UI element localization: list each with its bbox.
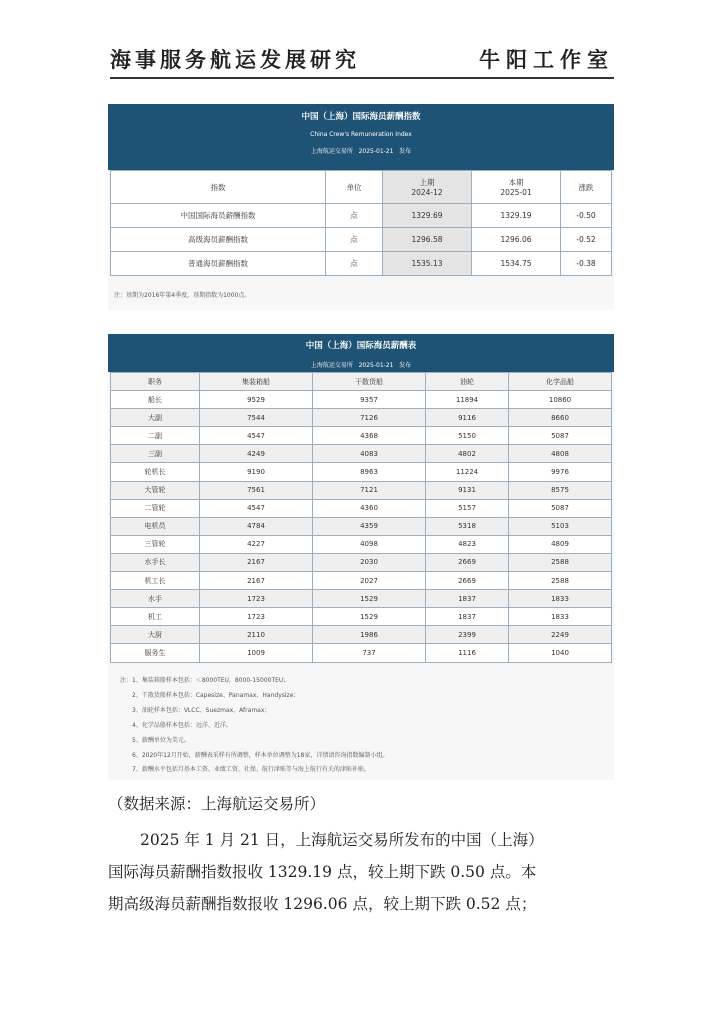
paragraph-line: 国际海员薪酬指数报收 1329.19 点，较上期下跌 0.50 点。本 <box>108 863 537 881</box>
table-row <box>111 499 612 517</box>
table-row <box>111 409 612 427</box>
table-row <box>111 391 612 409</box>
salary-cell: 5150 <box>426 427 509 445</box>
salary-cell: 9190 <box>200 463 313 481</box>
position-cell: 电机员 <box>111 517 200 535</box>
salary-cell: 1833 <box>509 608 612 626</box>
position-cell: 二副 <box>111 427 200 445</box>
salary-cell: 11224 <box>426 463 509 481</box>
salary-cell: 1723 <box>200 608 313 626</box>
position-cell: 三管轮 <box>111 535 200 553</box>
salary-cell: 1009 <box>200 644 313 662</box>
salary-cell: 4784 <box>200 517 313 535</box>
salary-cell: 8575 <box>509 481 612 499</box>
salary-cell: 4359 <box>313 517 426 535</box>
salary-cell: 4227 <box>200 535 313 553</box>
salary-cell: 4360 <box>313 499 426 517</box>
salary-table-header: 职务 集装箱船 干散货船 油轮 化学品船 <box>111 373 612 391</box>
position-cell: 水手 <box>111 590 200 608</box>
col-curr: 本期 2025-01 <box>472 171 561 204</box>
position-cell: 船长 <box>111 391 200 409</box>
table-row <box>111 644 612 662</box>
header-studio: 牛阳工作室 <box>479 47 614 72</box>
note-line: 注：1、集装箱船样本包括：＜8000TEU，8000-15000TEU； <box>120 677 290 684</box>
header-divider <box>110 77 614 79</box>
paragraph-line: 期高级海员薪酬指数报收 1296.06 点，较上期下跌 0.52 点； <box>108 895 537 913</box>
index-table-title: 中国（上海）国际海员薪酬指数 <box>301 112 421 122</box>
salary-cell: 2399 <box>426 626 509 644</box>
salary-cell: 1529 <box>313 608 426 626</box>
position-cell: 大副 <box>111 409 200 427</box>
position-cell: 二管轮 <box>111 499 200 517</box>
position-cell: 轮机长 <box>111 463 200 481</box>
table-row: 普通海员薪酬指数 点 1535.13 1534.75 -0.38 <box>111 252 612 276</box>
note-line: 6、2020年12月开始，薪酬表采样有所调整，样本单位调整为18家，详情请咨询指数编制小组。 <box>132 751 389 759</box>
salary-cell: 2669 <box>426 572 509 590</box>
position-cell: 服务生 <box>111 644 200 662</box>
table-row <box>111 553 612 571</box>
salary-cell: 2110 <box>200 626 313 644</box>
table-row <box>111 626 612 644</box>
note-line: 4、化学品船样本包括：远洋、近洋。 <box>132 721 232 729</box>
salary-cell: 1837 <box>426 590 509 608</box>
table-row <box>111 590 612 608</box>
salary-cell: 2588 <box>509 572 612 590</box>
publish-word: 发布 <box>399 362 412 369</box>
publish-date: 2025-01-21 <box>358 148 394 155</box>
salary-cell: 1837 <box>426 608 509 626</box>
salary-cell: 8963 <box>313 463 426 481</box>
position-cell: 三副 <box>111 445 200 463</box>
salary-cell: 9131 <box>426 481 509 499</box>
salary-cell: 2030 <box>313 553 426 571</box>
salary-table <box>110 372 612 663</box>
note-line: 2、干散货船样本包括：Capesize、Panamax、Handysize； <box>132 691 300 699</box>
col-index: 指数 <box>111 171 326 204</box>
salary-cell: 4823 <box>426 535 509 553</box>
salary-table-image <box>108 334 614 780</box>
header-title: 海事服务航运发展研究 <box>110 47 360 72</box>
table-row <box>111 463 612 481</box>
col-prev: 上期 2024-12 <box>383 171 472 204</box>
salary-cell: 7126 <box>313 409 426 427</box>
salary-cell: 4083 <box>313 445 426 463</box>
salary-cell: 4802 <box>426 445 509 463</box>
paragraph-line: 2025 年 1 月 21 日，上海航运交易所发布的中国（上海） <box>140 831 544 849</box>
salary-cell: 5157 <box>426 499 509 517</box>
table-row <box>111 572 612 590</box>
position-cell: 大管轮 <box>111 481 200 499</box>
note-line: 7、薪酬水平包括月基本工资、业绩工资、社保、航行津贴等与海上航行有关的津贴补贴。 <box>132 766 370 774</box>
data-source: （数据来源：上海航运交易所） <box>108 795 326 813</box>
position-cell: 机工 <box>111 608 200 626</box>
salary-cell: 9529 <box>200 391 313 409</box>
salary-table-title: 中国（上海）国际海员薪酬表 <box>305 341 417 351</box>
position-cell: 水手长 <box>111 553 200 571</box>
salary-cell: 4547 <box>200 427 313 445</box>
salary-cell: 1723 <box>200 590 313 608</box>
table-row <box>111 535 612 553</box>
publisher: 上海航运交易所 <box>310 362 353 369</box>
index-table-publish-line <box>108 146 614 155</box>
salary-cell: 4809 <box>509 535 612 553</box>
position-cell: 大厨 <box>111 626 200 644</box>
salary-cell: 2588 <box>509 553 612 571</box>
salary-cell: 5087 <box>509 427 612 445</box>
table-row <box>111 481 612 499</box>
salary-cell: 4098 <box>313 535 426 553</box>
salary-cell: 9357 <box>313 391 426 409</box>
table-row: 高级海员薪酬指数 点 1296.58 1296.06 -0.52 <box>111 228 612 252</box>
salary-cell: 4368 <box>313 427 426 445</box>
salary-cell: 1833 <box>509 590 612 608</box>
salary-cell: 2167 <box>200 572 313 590</box>
salary-cell: 2249 <box>509 626 612 644</box>
salary-cell: 2669 <box>426 553 509 571</box>
salary-cell: 4808 <box>509 445 612 463</box>
index-table-title-en: China Crew's Remuneration Index <box>310 131 412 138</box>
position-cell: 机工长 <box>111 572 200 590</box>
salary-cell: 1116 <box>426 644 509 662</box>
publish-date: 2025-01-21 <box>358 362 394 369</box>
salary-table-banner <box>108 334 614 372</box>
publish-word: 发布 <box>399 148 412 155</box>
publisher: 上海航运交易所 <box>310 148 353 155</box>
table-row <box>111 517 612 535</box>
index-table-image <box>108 104 614 310</box>
col-change: 涨跌 <box>561 171 612 204</box>
note-line: 5、薪酬单位为美元。 <box>132 736 190 744</box>
index-table <box>110 170 612 276</box>
salary-cell: 2027 <box>313 572 426 590</box>
salary-cell: 5318 <box>426 517 509 535</box>
salary-cell: 8660 <box>509 409 612 427</box>
salary-cell: 10860 <box>509 391 612 409</box>
salary-cell: 7561 <box>200 481 313 499</box>
table-row <box>111 445 612 463</box>
salary-cell: 1529 <box>313 590 426 608</box>
table-row <box>111 608 612 626</box>
salary-cell: 1040 <box>509 644 612 662</box>
salary-cell: 737 <box>313 644 426 662</box>
salary-cell: 7121 <box>313 481 426 499</box>
salary-cell: 4547 <box>200 499 313 517</box>
note-line: 3、油轮样本包括：VLCC、Suezmax、Aframax； <box>132 706 271 714</box>
table-row <box>111 427 612 445</box>
body-paragraph <box>108 824 616 920</box>
col-unit: 单位 <box>326 171 383 204</box>
table-row: 中国国际海员薪酬指数 点 1329.69 1329.19 -0.50 <box>111 204 612 228</box>
salary-cell: 1986 <box>313 626 426 644</box>
index-table-banner <box>108 104 614 170</box>
salary-cell: 11894 <box>426 391 509 409</box>
salary-cell: 5087 <box>509 499 612 517</box>
salary-cell: 4249 <box>200 445 313 463</box>
salary-cell: 2167 <box>200 553 313 571</box>
salary-cell: 7544 <box>200 409 313 427</box>
salary-table-notes <box>120 674 388 778</box>
salary-table-publish-line <box>108 360 614 369</box>
salary-cell: 9976 <box>509 463 612 481</box>
salary-cell: 5103 <box>509 517 612 535</box>
page-header <box>110 44 614 74</box>
index-table-note: 注：基期为2016年第4季度，基期指数为1000点。 <box>114 292 251 299</box>
salary-cell: 9116 <box>426 409 509 427</box>
